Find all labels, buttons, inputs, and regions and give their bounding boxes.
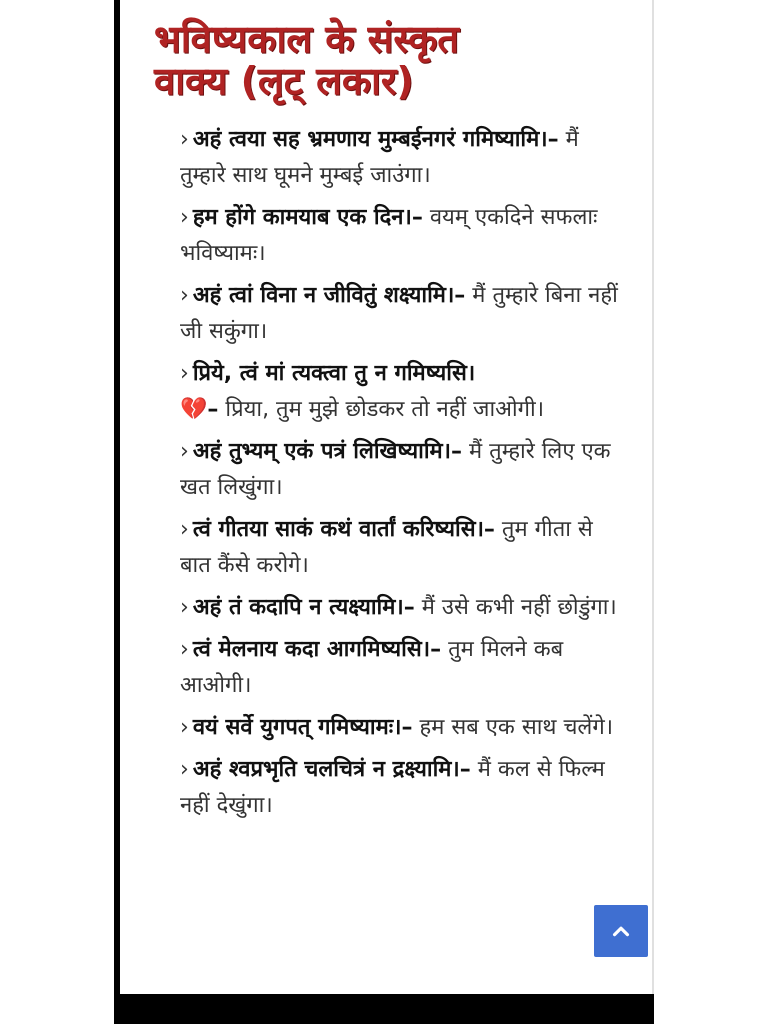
sanskrit-text: हम होंगे कामयाब एक दिन।–: [192, 205, 423, 230]
sentence-list: [180, 122, 620, 830]
hindi-text: मैं उसे कभी नहीं छोडुंगा।: [414, 595, 617, 620]
bullet: ›: [180, 715, 189, 740]
hindi-text: हम सब एक साथ चलेंगे।: [412, 715, 614, 740]
hindi-text: प्रिया, तुम मुझे छोडकर तो नहीं जाओगी।: [218, 397, 545, 422]
hindi-text: मैं तुम्हारे लिए एक खत लिखुंगा।: [180, 439, 611, 500]
bullet: ›: [180, 757, 189, 782]
right-margin: [652, 0, 768, 1024]
title-line-1: भविष्यकाल के संस्कृत: [154, 17, 459, 61]
list-item: [180, 710, 620, 746]
article-content: [124, 0, 652, 994]
bullet: ›: [180, 517, 189, 542]
chevron-up-icon: [610, 920, 632, 942]
sanskrit-text: अहं तुभ्यम् एकं पत्रं लिखिष्यामि।–: [192, 439, 463, 464]
sanskrit-text: अहं तं कदापि न त्यक्ष्यामि।–: [192, 595, 415, 620]
sanskrit-text: त्वं गीतया साकं कथं वार्तां करिष्यसि।–: [192, 517, 495, 542]
list-item: [180, 752, 620, 824]
sanskrit-text: अहं त्वया सह भ्रमणाय मुम्बईनगरं गमिष्यामि।–: [192, 127, 559, 152]
list-item: [180, 122, 620, 194]
hindi-text: मैं तुम्हारे बिना नहीं जी सकुंगा।: [180, 283, 618, 344]
bullet: ›: [180, 439, 189, 464]
sanskrit-dash: –: [207, 397, 219, 422]
list-item: [180, 632, 620, 704]
sanskrit-text: वयं सर्वे युगपत् गमिष्यामः।–: [192, 715, 413, 740]
list-item: [180, 200, 620, 272]
sanskrit-text: त्वं मेलनाय कदा आगमिष्यसि।–: [192, 637, 442, 662]
bullet: ›: [180, 637, 189, 662]
bullet: ›: [180, 283, 189, 308]
hindi-text: वयम् एकदिने सफलाः भविष्यामः।: [180, 205, 598, 266]
title-line-2: वाक्य (लृट् लकार): [154, 59, 414, 103]
bullet: ›: [180, 361, 189, 386]
bullet: ›: [180, 127, 189, 152]
list-item: [180, 590, 620, 626]
sanskrit-text: अहं श्वप्रभृति चलचित्रं न द्रक्ष्यामि।–: [192, 757, 471, 782]
list-item: [180, 512, 620, 584]
sanskrit-text: अहं त्वां विना न जीवितुं शक्ष्यामि।–: [192, 283, 466, 308]
bullet: ›: [180, 205, 189, 230]
list-item: [180, 278, 620, 350]
bottom-bar: [114, 994, 654, 1024]
broken-heart-icon: 💔: [180, 397, 208, 422]
bullet: ›: [180, 595, 189, 620]
hindi-text: तुम गीता से बात कैंसे करोगे।: [180, 517, 593, 578]
left-margin: [0, 0, 120, 1024]
scroll-to-top-button[interactable]: [594, 905, 648, 957]
list-item: [180, 434, 620, 506]
list-item: [180, 356, 620, 428]
hindi-text: मैं कल से फिल्म नहीं देखुंगा।: [180, 757, 605, 818]
page-title: [154, 18, 634, 102]
hindi-text: मैं तुम्हारे साथ घूमने मुम्बई जाउंगा।: [180, 127, 579, 188]
hindi-text: तुम मिलने कब आओगी।: [180, 637, 564, 698]
sanskrit-text: प्रिये, त्वं मां त्यक्त्वा तु न गमिष्यसि।: [192, 361, 476, 386]
